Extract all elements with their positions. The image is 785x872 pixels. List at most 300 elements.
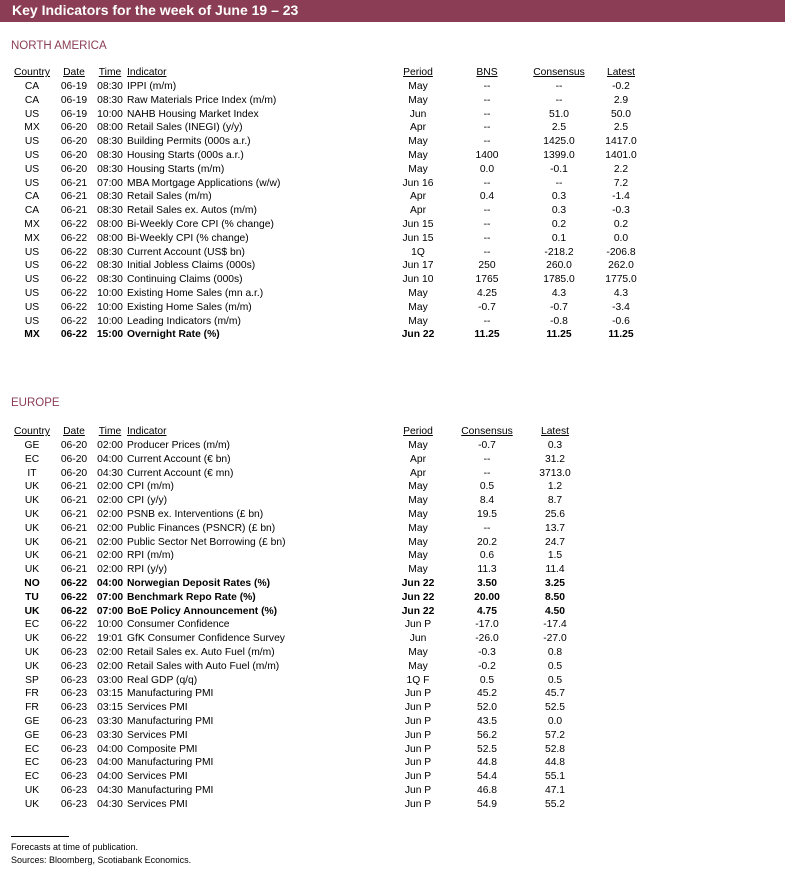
- period-cell: Apr: [409, 467, 427, 479]
- latest-cell: 57.2: [544, 729, 566, 741]
- date-cell: 06-21: [60, 191, 88, 203]
- time-cell: 07:00: [96, 605, 124, 617]
- latest-cell: 44.8: [544, 757, 566, 769]
- table-row: [9, 674, 585, 688]
- period-cell: May: [408, 660, 428, 672]
- page-title: Key Indicators for the week of June 19 – 23: [12, 2, 299, 18]
- table-row: [9, 632, 585, 646]
- country-cell: SP: [25, 674, 39, 686]
- consensus-cell: -0.7: [550, 301, 568, 313]
- consensus-cell: 1785.0: [543, 274, 575, 286]
- latest-cell: 0.3: [547, 440, 563, 451]
- indicator-cell: Retail Sales ex. Autos (m/m): [127, 205, 257, 217]
- date-cell: 06-23: [60, 798, 88, 810]
- time-cell: 04:00: [96, 577, 124, 589]
- country-cell: EC: [24, 619, 40, 631]
- consensus-cell: 3.50: [476, 577, 498, 589]
- indicator-cell: GfK Consumer Confidence Survey: [127, 633, 285, 645]
- consensus-cell: -0.2: [478, 660, 496, 672]
- country-cell: UK: [24, 564, 40, 576]
- date-cell: 06-20: [60, 149, 88, 161]
- date-cell: 06-23: [60, 674, 88, 686]
- latest-cell: 11.4: [545, 564, 565, 576]
- country-cell: GE: [24, 440, 40, 451]
- col-header-consensus: Consensus: [461, 426, 513, 438]
- indicator-cell: Public Finances (PSNCR) (£ bn): [127, 522, 276, 534]
- table-row: [9, 108, 649, 122]
- date-cell: 06-22: [60, 619, 88, 631]
- period-cell: May: [408, 94, 428, 106]
- table-row: [9, 328, 649, 342]
- bns-cell: 1765: [475, 274, 499, 286]
- date-cell: 06-22: [60, 605, 88, 617]
- bns-cell: --: [483, 315, 491, 327]
- latest-cell: 2.9: [613, 94, 629, 106]
- period-cell: May: [408, 301, 428, 313]
- country-cell: MX: [24, 232, 40, 244]
- country-cell: EC: [24, 453, 40, 465]
- time-cell: 07:00: [96, 591, 124, 603]
- period-cell: 1Q: [411, 246, 425, 258]
- table-row: [9, 232, 649, 246]
- latest-cell: -0.3: [612, 205, 630, 217]
- period-cell: Jun: [409, 633, 427, 645]
- indicator-cell: Initial Jobless Claims (000s): [127, 260, 256, 272]
- time-cell: 02:00: [97, 440, 123, 451]
- period-cell: May: [408, 495, 428, 507]
- latest-cell: 2.5: [613, 122, 629, 134]
- table-row: [9, 715, 585, 729]
- latest-cell: 50.0: [610, 108, 632, 120]
- country-cell: US: [24, 163, 40, 175]
- bns-cell: --: [483, 205, 491, 217]
- indicator-cell: Public Sector Net Borrowing (£ bn): [127, 536, 286, 548]
- consensus-cell: 1425.0: [543, 136, 575, 148]
- indicator-cell: Norwegian Deposit Rates (%): [127, 577, 271, 589]
- latest-cell: 1.2: [547, 481, 563, 493]
- period-cell: May: [408, 149, 428, 161]
- col-header-country: Country: [13, 67, 51, 79]
- date-cell: 06-20: [60, 163, 88, 175]
- country-cell: UK: [24, 481, 40, 493]
- table-header-row: [9, 425, 585, 439]
- period-cell: Jun P: [404, 619, 432, 631]
- country-cell: US: [24, 301, 40, 313]
- indicator-cell: RPI (m/m): [127, 550, 174, 562]
- time-cell: 08:30: [97, 94, 123, 106]
- indicator-cell: Services PMI: [127, 771, 188, 783]
- latest-cell: -27.0: [543, 633, 567, 645]
- col-header-time: Time: [98, 67, 122, 79]
- latest-cell: -0.2: [612, 81, 630, 92]
- time-cell: 02:00: [97, 536, 123, 548]
- indicator-cell: Bi-Weekly Core CPI (% change): [127, 218, 274, 230]
- indicator-cell: BoE Policy Announcement (%): [127, 605, 278, 617]
- country-cell: EC: [24, 771, 40, 783]
- time-cell: 04:30: [97, 467, 123, 479]
- date-cell: 06-23: [60, 729, 88, 741]
- period-cell: Jun P: [404, 729, 432, 741]
- date-cell: 06-22: [60, 232, 88, 244]
- time-cell: 04:00: [97, 757, 123, 769]
- latest-cell: 8.50: [544, 591, 566, 603]
- indicator-cell: Bi-Weekly CPI (% change): [127, 232, 249, 244]
- latest-cell: -206.8: [606, 246, 636, 258]
- indicator-cell: Manufacturing PMI: [127, 715, 214, 727]
- table-row: [9, 453, 585, 467]
- table-row: [9, 701, 585, 715]
- time-cell: 02:00: [97, 646, 123, 658]
- date-cell: 06-22: [60, 315, 88, 327]
- country-cell: UK: [24, 550, 40, 562]
- period-cell: Jun 10: [402, 274, 434, 286]
- consensus-cell: -218.2: [544, 246, 574, 258]
- title-banner: [0, 0, 785, 22]
- date-cell: 06-23: [60, 771, 88, 783]
- time-cell: 08:00: [97, 232, 123, 244]
- time-cell: 03:30: [97, 729, 123, 741]
- time-cell: 07:00: [97, 177, 123, 189]
- country-cell: US: [24, 177, 40, 189]
- consensus-cell: 2.5: [551, 122, 567, 134]
- footnote-forecasts: Forecasts at time of publication.: [11, 842, 139, 852]
- time-cell: 04:30: [97, 784, 123, 796]
- date-cell: 06-20: [60, 467, 88, 479]
- period-cell: Jun P: [404, 784, 432, 796]
- indicator-cell: Continuing Claims (000s): [127, 274, 243, 286]
- time-cell: 04:00: [97, 453, 123, 465]
- table-row: [9, 121, 649, 135]
- table-row: [9, 246, 649, 260]
- time-cell: 02:00: [97, 495, 123, 507]
- consensus-cell: 56.2: [476, 729, 498, 741]
- table-row: [9, 536, 585, 550]
- date-cell: 06-23: [60, 743, 88, 755]
- date-cell: 06-21: [60, 522, 88, 534]
- col-header-country: Country: [13, 426, 51, 438]
- latest-cell: 7.2: [613, 177, 629, 189]
- date-cell: 06-23: [60, 646, 88, 658]
- time-cell: 02:00: [97, 550, 123, 562]
- time-cell: 04:00: [97, 771, 123, 783]
- consensus-cell: --: [555, 94, 563, 106]
- indicator-cell: Consumer Confidence: [127, 619, 230, 631]
- section-title-europe: EUROPE: [11, 397, 60, 409]
- latest-cell: 0.0: [613, 232, 629, 244]
- time-cell: 10:00: [97, 108, 123, 120]
- indicator-cell: Current Account (€ bn): [127, 453, 231, 465]
- table-row: [9, 549, 585, 563]
- date-cell: 06-21: [60, 481, 88, 493]
- date-cell: 06-21: [60, 495, 88, 507]
- date-cell: 06-21: [60, 205, 88, 217]
- country-cell: UK: [24, 495, 40, 507]
- time-cell: 08:30: [97, 246, 123, 258]
- date-cell: 06-22: [60, 301, 88, 313]
- indicator-cell: RPI (y/y): [127, 564, 168, 576]
- country-cell: UK: [24, 508, 40, 520]
- time-cell: 08:30: [97, 274, 123, 286]
- latest-cell: -0.6: [612, 315, 630, 327]
- consensus-cell: 46.8: [476, 784, 498, 796]
- date-cell: 06-20: [60, 136, 88, 148]
- period-cell: Jun 16: [402, 177, 434, 189]
- latest-cell: 3.25: [544, 577, 566, 589]
- latest-cell: -3.4: [612, 301, 630, 313]
- col-header-bns: BNS: [476, 67, 498, 79]
- country-cell: UK: [24, 605, 40, 617]
- bns-cell: --: [483, 232, 491, 244]
- time-cell: 04:30: [97, 798, 123, 810]
- latest-cell: 47.1: [544, 784, 566, 796]
- date-cell: 06-22: [60, 577, 88, 589]
- indicator-cell: Retail Sales ex. Auto Fuel (m/m): [127, 646, 275, 658]
- col-header-latest: Latest: [606, 67, 636, 79]
- bns-cell: --: [483, 218, 491, 230]
- date-cell: 06-22: [60, 591, 88, 603]
- latest-cell: 55.1: [544, 771, 566, 783]
- period-cell: May: [408, 440, 428, 451]
- table-row: [9, 273, 649, 287]
- indicator-cell: Composite PMI: [127, 743, 198, 755]
- latest-cell: 262.0: [608, 260, 634, 272]
- period-cell: Jun P: [404, 771, 432, 783]
- period-cell: Apr: [409, 191, 427, 203]
- consensus-cell: 52.5: [476, 743, 498, 755]
- period-cell: Jun P: [404, 757, 432, 769]
- consensus-cell: 4.75: [476, 605, 498, 617]
- bns-cell: 1400: [475, 149, 499, 161]
- table-row: [9, 729, 585, 743]
- table-row: [9, 439, 585, 453]
- indicator-cell: PSNB ex. Interventions (£ bn): [127, 508, 264, 520]
- col-header-latest: Latest: [540, 426, 570, 438]
- country-cell: NO: [24, 577, 40, 589]
- consensus-cell: 4.3: [551, 287, 567, 299]
- period-cell: Jun: [409, 108, 427, 120]
- col-header-time: Time: [98, 426, 122, 438]
- indicator-cell: Housing Starts (m/m): [127, 163, 225, 175]
- period-cell: May: [408, 550, 428, 562]
- period-cell: May: [408, 522, 428, 534]
- time-cell: 02:00: [97, 508, 123, 520]
- period-cell: May: [408, 508, 428, 520]
- indicator-cell: Retail Sales with Auto Fuel (m/m): [127, 660, 280, 672]
- latest-cell: 31.2: [544, 453, 566, 465]
- latest-cell: 1775.0: [605, 274, 637, 286]
- latest-cell: 0.5: [547, 674, 563, 686]
- table-row: [9, 605, 585, 619]
- time-cell: 03:15: [97, 702, 123, 714]
- date-cell: 06-23: [60, 702, 88, 714]
- indicator-cell: MBA Mortgage Applications (w/w): [127, 177, 281, 189]
- indicator-cell: Current Account (US$ bn): [127, 246, 245, 258]
- consensus-cell: -17.0: [475, 619, 499, 631]
- bns-cell: --: [483, 81, 491, 92]
- indicator-cell: Housing Starts (000s a.r.): [127, 149, 244, 161]
- table-row: [9, 467, 585, 481]
- consensus-cell: -0.1: [550, 163, 568, 175]
- consensus-cell: 19.5: [476, 508, 498, 520]
- indicator-cell: Manufacturing PMI: [127, 784, 214, 796]
- table-row: [9, 480, 585, 494]
- indicator-cell: Real GDP (q/q): [127, 674, 198, 686]
- indicator-cell: Manufacturing PMI: [127, 757, 214, 769]
- bns-cell: 11.25: [474, 329, 500, 341]
- table-row: [9, 660, 585, 674]
- table-row: [9, 149, 649, 163]
- time-cell: 19:01: [97, 633, 123, 645]
- period-cell: Jun P: [404, 743, 432, 755]
- table-row: [9, 508, 585, 522]
- consensus-cell: -0.3: [478, 646, 496, 658]
- table-row: [9, 798, 585, 812]
- bns-cell: --: [483, 108, 491, 120]
- time-cell: 04:00: [97, 743, 123, 755]
- latest-cell: 4.3: [613, 287, 629, 299]
- col-header-indicator: Indicator: [127, 67, 167, 79]
- country-cell: US: [24, 260, 40, 272]
- table-row: [9, 743, 585, 757]
- period-cell: May: [408, 646, 428, 658]
- date-cell: 06-19: [60, 94, 88, 106]
- latest-cell: 1401.0: [605, 149, 637, 161]
- country-cell: US: [24, 287, 40, 299]
- bns-cell: 250: [478, 260, 496, 272]
- date-cell: 06-22: [60, 260, 88, 272]
- period-cell: May: [408, 536, 428, 548]
- date-cell: 06-19: [60, 108, 88, 120]
- consensus-cell: 260.0: [546, 260, 572, 272]
- indicator-cell: Benchmark Repo Rate (%): [127, 591, 256, 603]
- table-row: [9, 259, 649, 273]
- date-cell: 06-21: [60, 564, 88, 576]
- table-row: [9, 218, 649, 232]
- consensus-cell: --: [555, 81, 563, 92]
- table-row: [9, 80, 649, 94]
- period-cell: Apr: [409, 205, 427, 217]
- country-cell: MX: [24, 122, 40, 134]
- time-cell: 08:30: [97, 163, 123, 175]
- period-cell: 1Q F: [406, 674, 430, 686]
- country-cell: US: [24, 274, 40, 286]
- date-cell: 06-22: [60, 246, 88, 258]
- period-cell: May: [408, 481, 428, 493]
- indicator-cell: Services PMI: [127, 702, 188, 714]
- table-row: [9, 591, 585, 605]
- country-cell: MX: [24, 218, 40, 230]
- table-header-row: [9, 66, 649, 80]
- time-cell: 08:30: [97, 191, 123, 203]
- indicator-cell: Existing Home Sales (m/m): [127, 301, 252, 313]
- country-cell: TU: [25, 591, 39, 603]
- consensus-cell: 51.0: [548, 108, 570, 120]
- consensus-cell: --: [483, 467, 491, 479]
- bns-cell: --: [483, 246, 491, 258]
- time-cell: 10:00: [97, 619, 123, 631]
- col-header-date: Date: [63, 426, 85, 438]
- latest-cell: 2.2: [613, 163, 629, 175]
- consensus-cell: 0.3: [551, 191, 567, 203]
- latest-cell: 4.50: [544, 605, 566, 617]
- period-cell: Apr: [409, 453, 427, 465]
- consensus-cell: 11.3: [477, 564, 497, 576]
- latest-cell: 1.5: [547, 550, 563, 562]
- consensus-cell: 20.00: [474, 591, 500, 603]
- consensus-cell: --: [555, 177, 563, 189]
- table-row: [9, 756, 585, 770]
- consensus-cell: 0.5: [479, 481, 495, 493]
- bns-cell: 4.25: [476, 287, 498, 299]
- country-cell: CA: [24, 191, 40, 203]
- date-cell: 06-22: [60, 274, 88, 286]
- date-cell: 06-20: [60, 122, 88, 134]
- bns-cell: 0.4: [479, 191, 495, 203]
- time-cell: 03:30: [97, 715, 123, 727]
- date-cell: 06-23: [60, 757, 88, 769]
- table-row: [9, 135, 649, 149]
- indicator-cell: Overnight Rate (%): [127, 329, 220, 341]
- date-cell: 06-22: [60, 633, 88, 645]
- country-cell: EC: [24, 757, 40, 769]
- country-cell: FR: [25, 702, 39, 714]
- date-cell: 06-22: [60, 218, 88, 230]
- date-cell: 06-22: [60, 329, 88, 341]
- country-cell: US: [24, 108, 40, 120]
- period-cell: Jun 22: [401, 605, 435, 617]
- consensus-cell: 20.2: [476, 536, 498, 548]
- indicator-cell: IPPI (m/m): [127, 81, 177, 92]
- period-cell: May: [408, 564, 428, 576]
- consensus-cell: 54.9: [476, 798, 498, 810]
- indicator-cell: NAHB Housing Market Index: [127, 108, 259, 120]
- latest-cell: -17.4: [543, 619, 567, 631]
- period-cell: May: [408, 136, 428, 148]
- bns-cell: --: [483, 94, 491, 106]
- latest-cell: 1417.0: [605, 136, 637, 148]
- consensus-cell: -0.8: [550, 315, 568, 327]
- bns-cell: --: [483, 122, 491, 134]
- indicator-cell: Producer Prices (m/m): [127, 440, 230, 451]
- latest-cell: 55.2: [544, 798, 566, 810]
- country-cell: UK: [24, 536, 40, 548]
- consensus-cell: 11.25: [546, 329, 572, 341]
- indicator-cell: Raw Materials Price Index (m/m): [127, 94, 277, 106]
- period-cell: Jun 22: [401, 329, 435, 341]
- bns-cell: -0.7: [478, 301, 496, 313]
- country-cell: EC: [24, 743, 40, 755]
- table-row: [9, 94, 649, 108]
- latest-cell: 8.7: [547, 495, 563, 507]
- indicator-cell: Services PMI: [127, 798, 188, 810]
- date-cell: 06-23: [60, 715, 88, 727]
- country-cell: CA: [24, 81, 40, 92]
- country-cell: UK: [24, 646, 40, 658]
- time-cell: 10:00: [97, 301, 123, 313]
- indicator-cell: Leading Indicators (m/m): [127, 315, 241, 327]
- table-row: [9, 646, 585, 660]
- country-cell: UK: [24, 784, 40, 796]
- date-cell: 06-21: [60, 177, 88, 189]
- bns-cell: --: [483, 177, 491, 189]
- time-cell: 08:30: [97, 149, 123, 161]
- time-cell: 08:00: [97, 218, 123, 230]
- period-cell: Jun 22: [401, 591, 435, 603]
- indicator-cell: CPI (y/y): [127, 495, 168, 507]
- footnote-sources: Sources: Bloomberg, Scotiabank Economics.: [11, 855, 192, 865]
- table-row: [9, 494, 585, 508]
- time-cell: 15:00: [96, 329, 124, 341]
